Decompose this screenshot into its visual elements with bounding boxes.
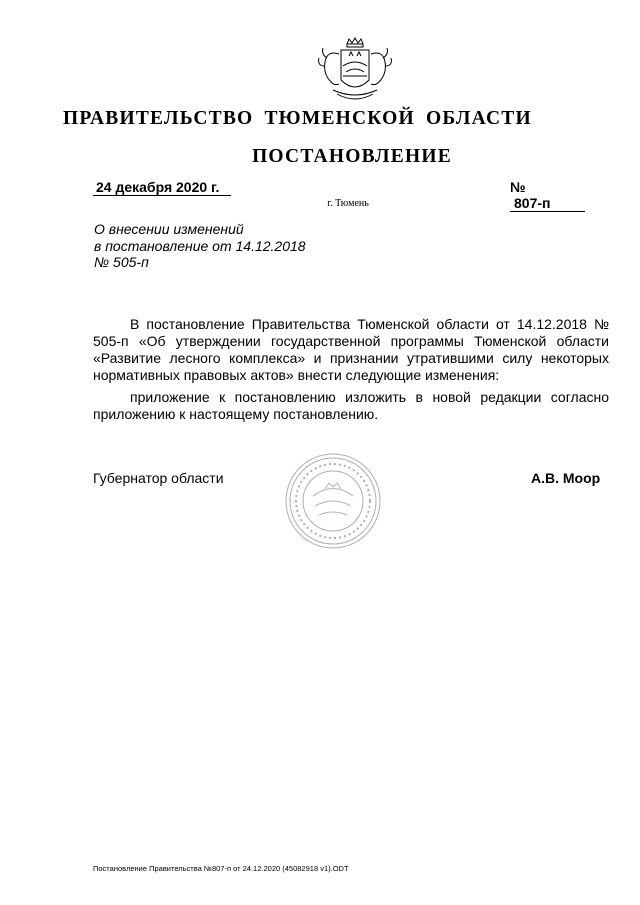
signer-title: Губернатор области xyxy=(93,470,224,486)
body-paragraph: приложение к постановлению изложить в новой редакции согласно приложению к настоящему постановлению. xyxy=(93,389,609,422)
footer-filename: Постановление Правительства №807-п от 24.12.2020 (45082918 v1).ODT xyxy=(93,864,349,873)
organization-title: ПРАВИТЕЛЬСТВО ТЮМЕНСКОЙ ОБЛАСТИ xyxy=(63,108,532,129)
subject-line: в постановление от 14.12.2018 xyxy=(94,237,306,254)
tyumen-coat-of-arms-icon xyxy=(313,36,397,110)
body-paragraph: В постановление Правительства Тюменской области от 14.12.2018 № 505-п «Об утверждении государственной программы Тюменской области «Развитие лесного комплекса» и признании утратившими силу некоторых нормативных правовых актов» внести следующие изменения: xyxy=(93,316,609,383)
document-body xyxy=(93,316,609,423)
subject-line: О внесении изменений xyxy=(94,221,244,237)
number-value: 807-п xyxy=(510,195,585,212)
document-date: 24 декабря 2020 г. xyxy=(93,179,231,196)
number-sign: № xyxy=(510,179,526,195)
document-type-title: ПОСТАНОВЛЕНИЕ xyxy=(252,146,452,167)
official-seal-icon xyxy=(283,451,383,551)
signer-name: А.В. Моор xyxy=(531,470,601,486)
subject-line: № 505-п xyxy=(94,254,149,270)
city-label: г. Тюмень xyxy=(327,198,369,209)
document-subject xyxy=(94,221,354,271)
